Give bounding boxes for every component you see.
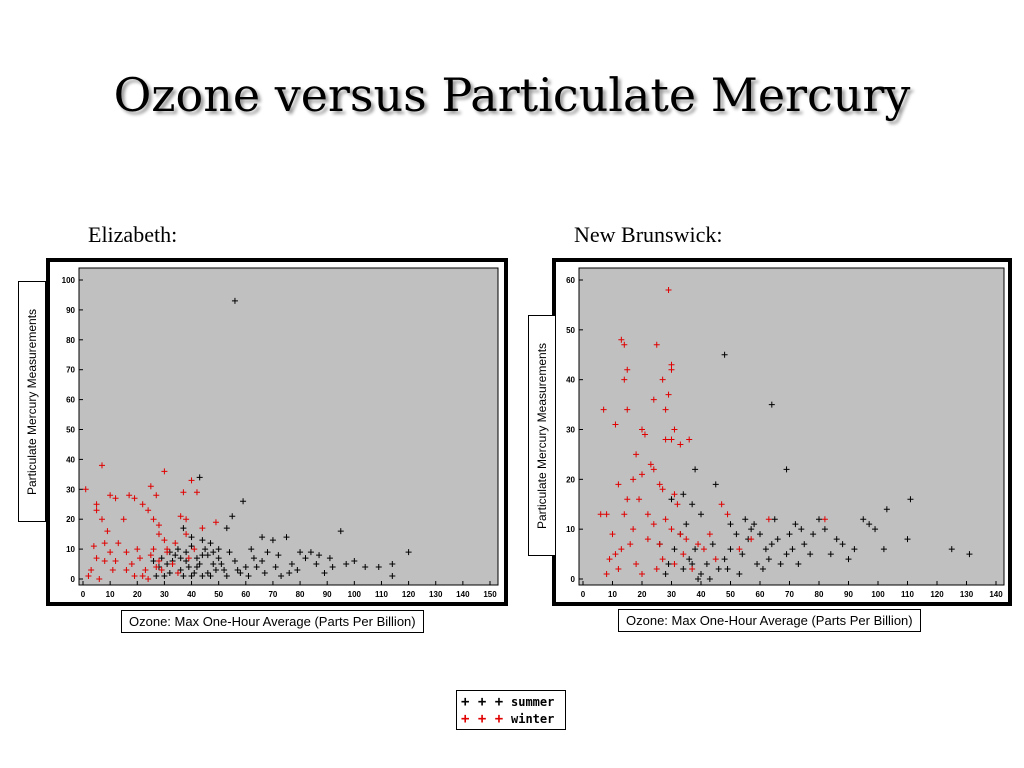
elizabeth-x-tick-label: 120 [401,590,416,599]
new-brunswick-y-tick-label: 40 [566,375,575,385]
new-brunswick-x-tick-label: 120 [930,590,944,599]
new-brunswick-y-tick-label: 20 [566,475,575,485]
elizabeth-x-tick-label: 130 [429,590,443,599]
elizabeth-chart-panel [46,258,508,606]
new-brunswick-x-tick-label: 40 [696,590,706,599]
elizabeth-y-tick-label: 100 [61,276,75,285]
new-brunswick-x-tick-label: 30 [667,590,676,599]
elizabeth-y-tick-label: 70 [66,365,75,375]
new-brunswick-x-tick-label: 70 [785,590,794,599]
elizabeth-scatter-plot [50,262,504,602]
elizabeth-y-tick-label: 30 [66,485,75,495]
new-brunswick-x-tick-label: 100 [871,590,885,599]
slide-title: Ozone versus Particulate Mercury [113,68,911,122]
elizabeth-x-tick-label: 0 [80,590,86,599]
legend-winter-label: winter [511,712,555,726]
new-brunswick-x-tick-label: 140 [989,590,1003,599]
new-brunswick-y-tick-label: 60 [566,276,575,285]
elizabeth-x-tick-label: 140 [456,590,470,599]
elizabeth-y-tick-label: 80 [66,335,75,345]
elizabeth-y-axis-label-box [18,281,46,522]
new-brunswick-plot-area [579,268,1004,585]
elizabeth-x-tick-label: 10 [105,590,115,599]
new-brunswick-chart-title: New Brunswick: [574,222,723,247]
elizabeth-x-tick-label: 90 [322,590,332,599]
elizabeth-y-tick-label: 10 [66,545,75,555]
elizabeth-x-tick-label: 70 [268,590,278,599]
new-brunswick-y-axis-label-box [528,315,556,556]
new-brunswick-x-tick-label: 90 [844,590,853,599]
new-brunswick-y-tick-label: 30 [566,425,575,435]
legend-entry-summer [461,694,554,710]
legend [456,690,566,730]
elizabeth-y-tick-label: 0 [70,575,75,584]
new-brunswick-scatter-plot [556,262,1008,602]
new-brunswick-x-tick-label: 50 [726,590,735,599]
new-brunswick-x-tick-label: 20 [637,590,647,599]
elizabeth-x-tick-label: 110 [375,590,388,599]
new-brunswick-x-tick-label: 80 [814,590,824,599]
elizabeth-x-tick-label: 40 [187,590,196,599]
legend-entry-winter [461,711,554,727]
new-brunswick-x-tick-label: 130 [959,590,974,599]
elizabeth-x-tick-label: 30 [159,590,169,599]
elizabeth-x-tick-label: 80 [295,590,305,599]
elizabeth-x-tick-label: 150 [483,590,497,599]
elizabeth-x-tick-label: 60 [241,590,251,599]
elizabeth-x-tick-label: 20 [132,590,142,599]
new-brunswick-y-tick-label: 50 [566,325,575,335]
new-brunswick-x-tick-label: 110 [901,590,914,599]
elizabeth-chart-title: Elizabeth: [88,222,178,247]
legend-winter-marker: + + + [461,711,504,727]
new-brunswick-x-tick-label: 10 [608,590,617,599]
elizabeth-x-tick-label: 50 [214,590,224,599]
elizabeth-y-tick-label: 60 [66,395,75,405]
elizabeth-y-axis-label: Particulate Mercury Measurements [25,308,39,495]
elizabeth-x-tick-label: 100 [347,590,362,599]
new-brunswick-chart-panel [552,258,1012,606]
new-brunswick-y-axis-label: Particulate Mercury Measurements [535,342,549,529]
elizabeth-y-tick-label: 50 [66,425,75,435]
new-brunswick-x-tick-label: 60 [755,590,765,599]
elizabeth-y-tick-label: 20 [66,515,75,525]
new-brunswick-y-tick-label: 10 [566,525,575,535]
elizabeth-y-tick-label: 90 [66,305,75,315]
elizabeth-x-axis-label: Ozone: Max One-Hour Average (Parts Per Billion) [121,610,424,633]
new-brunswick-x-tick-label: 0 [580,590,586,599]
new-brunswick-x-axis-label: Ozone: Max One-Hour Average (Parts Per Billion) [618,609,921,632]
new-brunswick-y-tick-label: 0 [570,575,575,584]
legend-summer-marker: + + + [461,694,504,710]
elizabeth-y-tick-label: 40 [66,455,75,465]
legend-summer-label: summer [511,695,555,709]
